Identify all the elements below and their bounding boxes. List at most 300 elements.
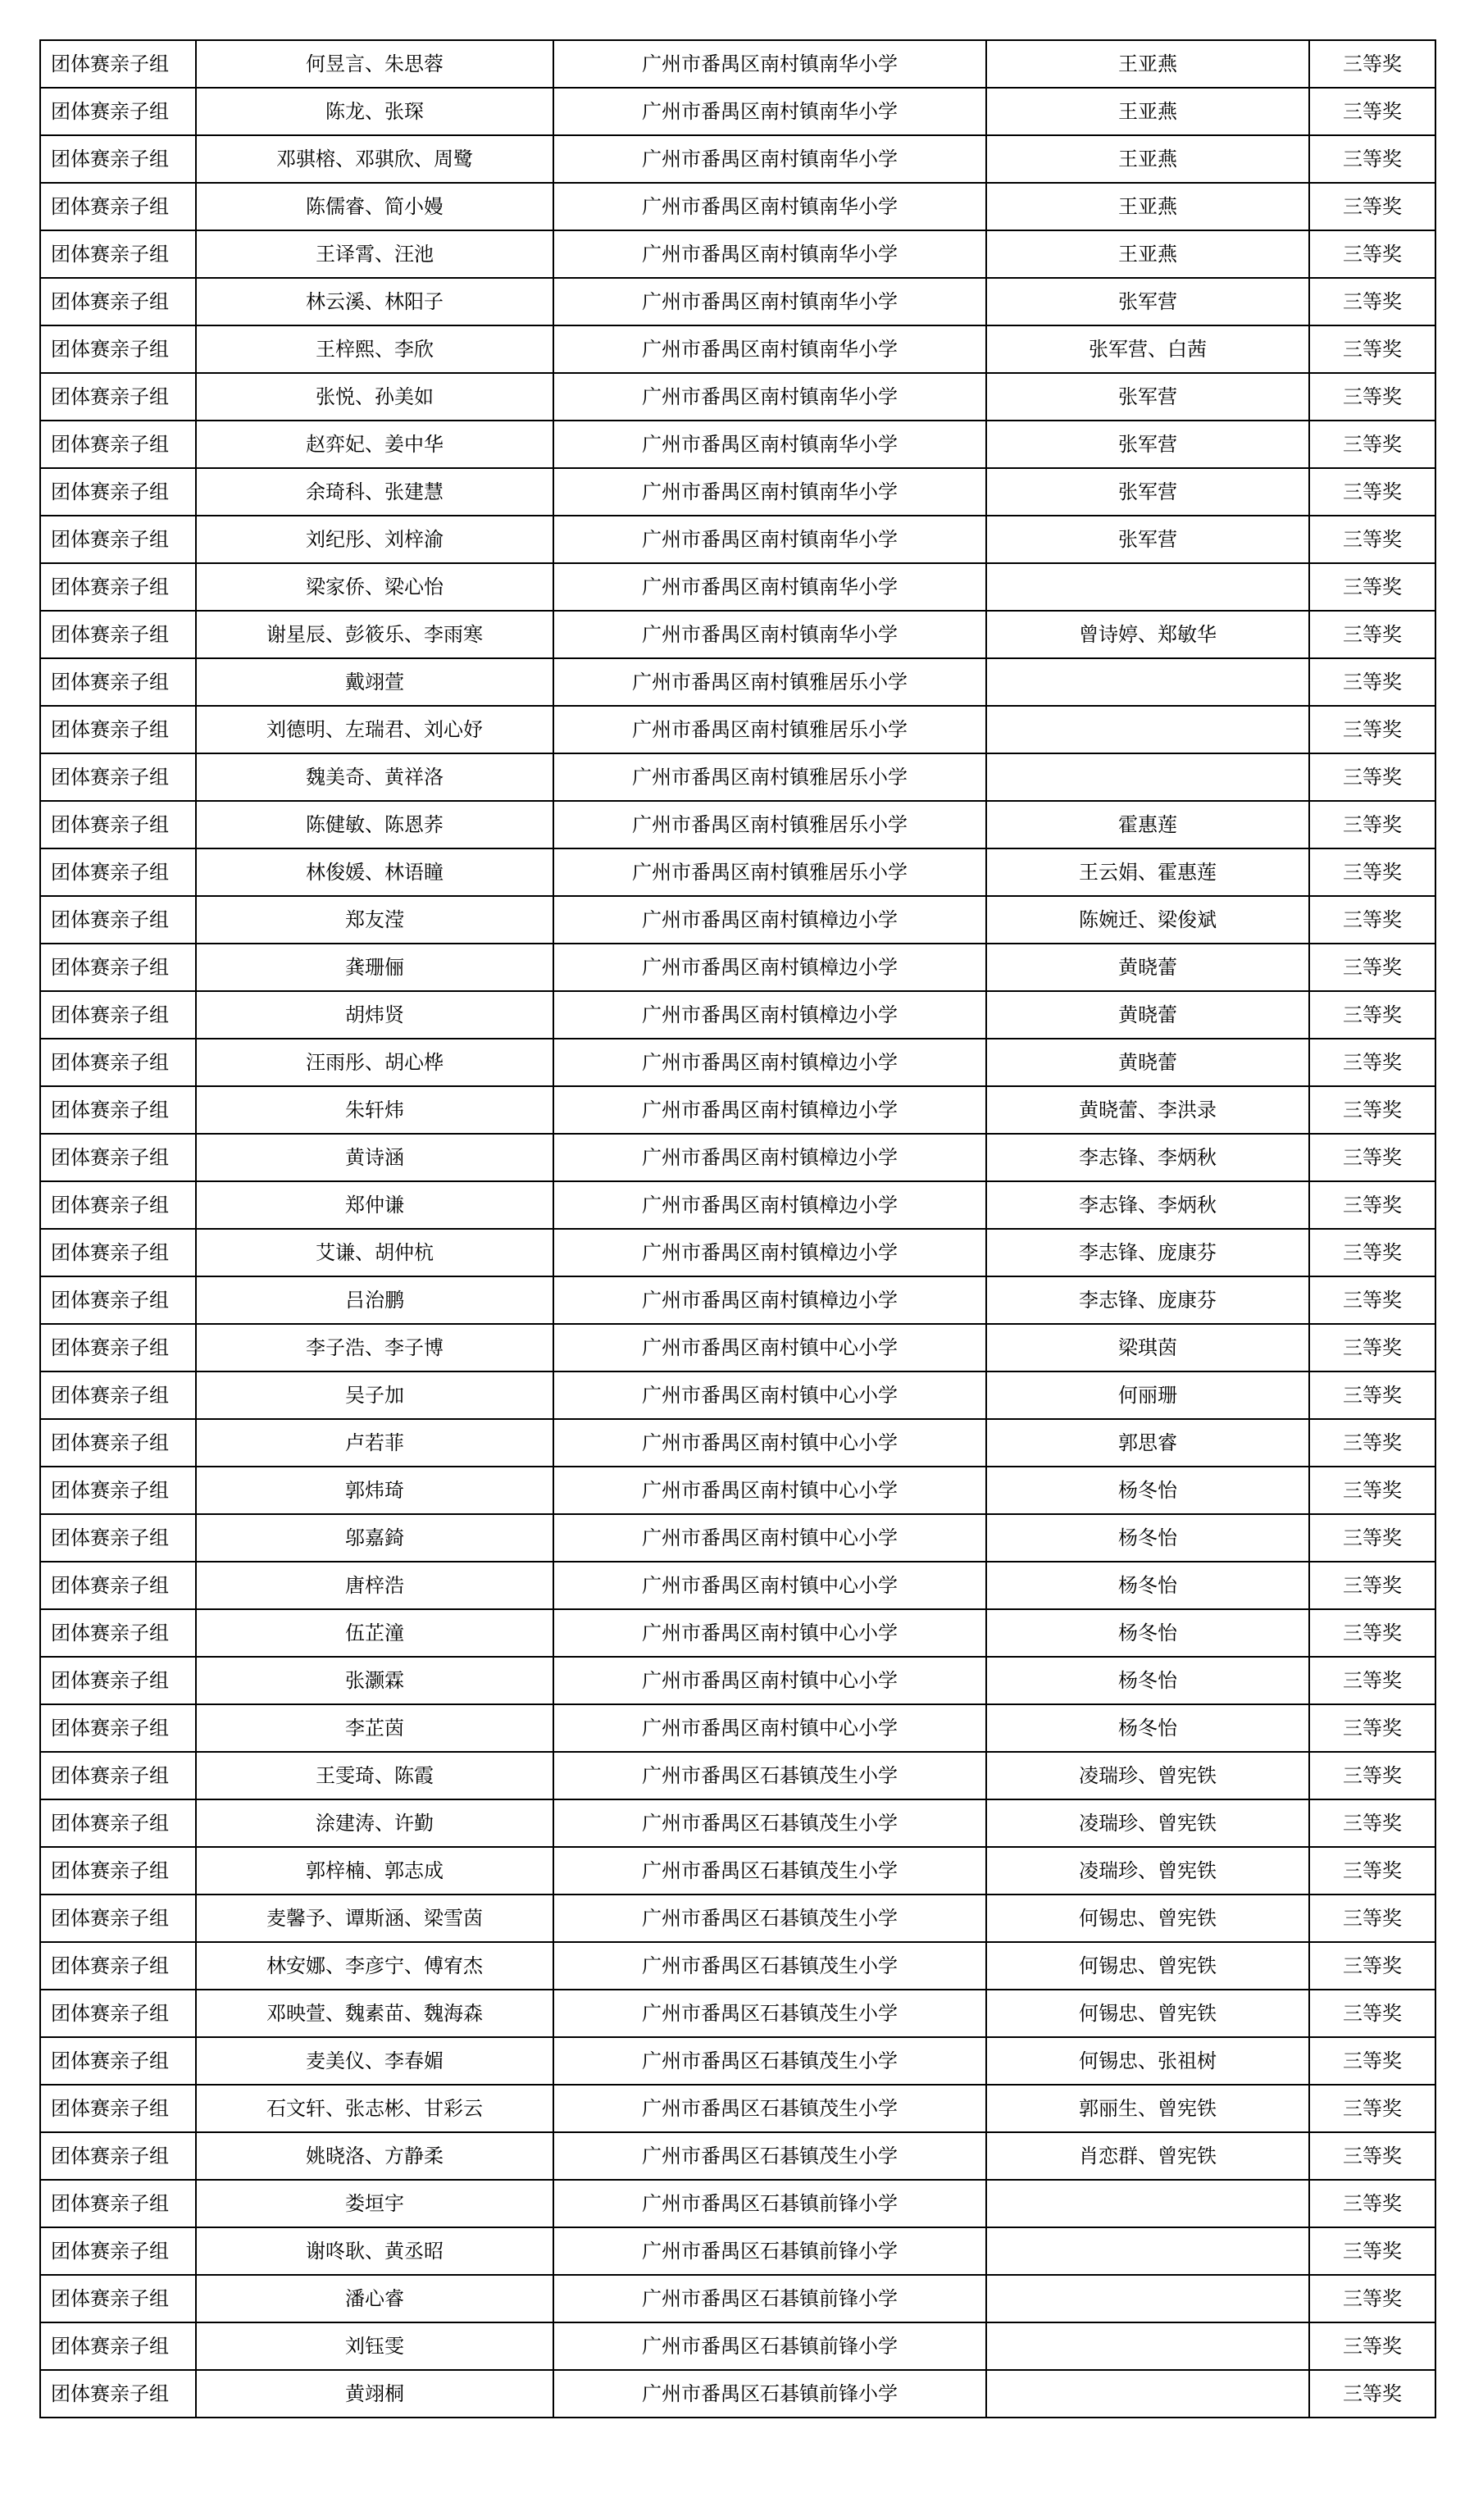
award-cell: 三等奖 xyxy=(1309,1324,1435,1371)
members-cell: 麦馨予、谭斯涵、梁雪茵 xyxy=(196,1895,553,1942)
members-cell: 伍芷潼 xyxy=(196,1609,553,1657)
members-cell: 邓骐榕、邓骐欣、周鹭 xyxy=(196,135,553,183)
award-cell: 三等奖 xyxy=(1309,1229,1435,1276)
members-cell: 胡炜贤 xyxy=(196,991,553,1039)
category-cell: 团体赛亲子组 xyxy=(40,2180,196,2227)
award-cell: 三等奖 xyxy=(1309,1942,1435,1990)
members-cell: 赵弈妃、姜中华 xyxy=(196,421,553,468)
award-cell: 三等奖 xyxy=(1309,1514,1435,1562)
award-cell: 三等奖 xyxy=(1309,2132,1435,2180)
members-cell: 刘纪彤、刘梓渝 xyxy=(196,516,553,563)
school-cell: 广州市番禺区南村镇雅居乐小学 xyxy=(553,753,986,801)
category-cell: 团体赛亲子组 xyxy=(40,706,196,753)
school-cell: 广州市番禺区南村镇中心小学 xyxy=(553,1371,986,1419)
school-cell: 广州市番禺区南村镇南华小学 xyxy=(553,421,986,468)
category-cell: 团体赛亲子组 xyxy=(40,183,196,230)
table-row xyxy=(40,1514,1435,1562)
teacher-cell: 杨冬怡 xyxy=(986,1514,1309,1562)
school-cell: 广州市番禺区南村镇中心小学 xyxy=(553,1467,986,1514)
category-cell: 团体赛亲子组 xyxy=(40,88,196,135)
category-cell: 团体赛亲子组 xyxy=(40,1752,196,1799)
teacher-cell: 肖恋群、曾宪铁 xyxy=(986,2132,1309,2180)
award-cell: 三等奖 xyxy=(1309,848,1435,896)
members-cell: 汪雨彤、胡心桦 xyxy=(196,1039,553,1086)
table-row xyxy=(40,1229,1435,1276)
category-cell: 团体赛亲子组 xyxy=(40,1847,196,1895)
table-row xyxy=(40,325,1435,373)
category-cell: 团体赛亲子组 xyxy=(40,1895,196,1942)
school-cell: 广州市番禺区南村镇中心小学 xyxy=(553,1704,986,1752)
teacher-cell: 张军营、白茜 xyxy=(986,325,1309,373)
teacher-cell: 杨冬怡 xyxy=(986,1657,1309,1704)
award-cell: 三等奖 xyxy=(1309,753,1435,801)
table-row xyxy=(40,468,1435,516)
table-row xyxy=(40,421,1435,468)
award-cell: 三等奖 xyxy=(1309,2227,1435,2275)
school-cell: 广州市番禺区石碁镇茂生小学 xyxy=(553,2132,986,2180)
members-cell: 吕治鹏 xyxy=(196,1276,553,1324)
table-row xyxy=(40,563,1435,611)
table-row xyxy=(40,1609,1435,1657)
table-row xyxy=(40,1419,1435,1467)
category-cell: 团体赛亲子组 xyxy=(40,135,196,183)
teacher-cell: 何锡忠、曾宪铁 xyxy=(986,1895,1309,1942)
school-cell: 广州市番禺区南村镇樟边小学 xyxy=(553,1039,986,1086)
teacher-cell: 何锡忠、张祖树 xyxy=(986,2037,1309,2085)
members-cell: 邓映萱、魏素苗、魏海森 xyxy=(196,1990,553,2037)
table-row xyxy=(40,801,1435,848)
members-cell: 林俊媛、林语瞳 xyxy=(196,848,553,896)
category-cell: 团体赛亲子组 xyxy=(40,40,196,88)
members-cell: 陈健敏、陈恩荞 xyxy=(196,801,553,848)
school-cell: 广州市番禺区南村镇南华小学 xyxy=(553,183,986,230)
teacher-cell: 王亚燕 xyxy=(986,88,1309,135)
award-cell: 三等奖 xyxy=(1309,2275,1435,2322)
school-cell: 广州市番禺区南村镇南华小学 xyxy=(553,40,986,88)
table-row xyxy=(40,896,1435,944)
school-cell: 广州市番禺区石碁镇前锋小学 xyxy=(553,2275,986,2322)
award-cell: 三等奖 xyxy=(1309,88,1435,135)
award-table-body xyxy=(40,40,1435,2418)
teacher-cell: 郭丽生、曾宪铁 xyxy=(986,2085,1309,2132)
members-cell: 邬嘉錡 xyxy=(196,1514,553,1562)
category-cell: 团体赛亲子组 xyxy=(40,2227,196,2275)
award-cell: 三等奖 xyxy=(1309,1419,1435,1467)
table-row xyxy=(40,944,1435,991)
members-cell: 戴翊萱 xyxy=(196,658,553,706)
school-cell: 广州市番禺区石碁镇前锋小学 xyxy=(553,2180,986,2227)
award-cell: 三等奖 xyxy=(1309,1752,1435,1799)
school-cell: 广州市番禺区南村镇南华小学 xyxy=(553,278,986,325)
members-cell: 王译霄、汪池 xyxy=(196,230,553,278)
award-cell: 三等奖 xyxy=(1309,1799,1435,1847)
teacher-cell: 张军营 xyxy=(986,468,1309,516)
teacher-cell: 张军营 xyxy=(986,421,1309,468)
teacher-cell: 张军营 xyxy=(986,516,1309,563)
school-cell: 广州市番禺区南村镇中心小学 xyxy=(553,1324,986,1371)
school-cell: 广州市番禺区南村镇南华小学 xyxy=(553,373,986,421)
school-cell: 广州市番禺区南村镇南华小学 xyxy=(553,516,986,563)
award-cell: 三等奖 xyxy=(1309,944,1435,991)
teacher-cell xyxy=(986,2370,1309,2418)
category-cell: 团体赛亲子组 xyxy=(40,421,196,468)
table-row xyxy=(40,183,1435,230)
school-cell: 广州市番禺区石碁镇茂生小学 xyxy=(553,1895,986,1942)
teacher-cell: 梁琪茵 xyxy=(986,1324,1309,1371)
members-cell: 张灏霖 xyxy=(196,1657,553,1704)
school-cell: 广州市番禺区南村镇樟边小学 xyxy=(553,1181,986,1229)
school-cell: 广州市番禺区石碁镇前锋小学 xyxy=(553,2322,986,2370)
teacher-cell: 李志锋、庞康芬 xyxy=(986,1229,1309,1276)
category-cell: 团体赛亲子组 xyxy=(40,325,196,373)
award-cell: 三等奖 xyxy=(1309,706,1435,753)
table-row xyxy=(40,706,1435,753)
teacher-cell: 凌瑞珍、曾宪铁 xyxy=(986,1752,1309,1799)
table-row xyxy=(40,40,1435,88)
table-row xyxy=(40,278,1435,325)
school-cell: 广州市番禺区石碁镇茂生小学 xyxy=(553,1799,986,1847)
school-cell: 广州市番禺区南村镇南华小学 xyxy=(553,230,986,278)
table-row xyxy=(40,848,1435,896)
school-cell: 广州市番禺区南村镇南华小学 xyxy=(553,468,986,516)
table-row xyxy=(40,2085,1435,2132)
members-cell: 郭梓楠、郭志成 xyxy=(196,1847,553,1895)
category-cell: 团体赛亲子组 xyxy=(40,1467,196,1514)
school-cell: 广州市番禺区石碁镇茂生小学 xyxy=(553,1990,986,2037)
award-cell: 三等奖 xyxy=(1309,1990,1435,2037)
award-cell: 三等奖 xyxy=(1309,801,1435,848)
school-cell: 广州市番禺区南村镇南华小学 xyxy=(553,563,986,611)
school-cell: 广州市番禺区南村镇雅居乐小学 xyxy=(553,801,986,848)
members-cell: 王雯琦、陈霞 xyxy=(196,1752,553,1799)
category-cell: 团体赛亲子组 xyxy=(40,848,196,896)
award-cell: 三等奖 xyxy=(1309,1562,1435,1609)
table-row xyxy=(40,1276,1435,1324)
category-cell: 团体赛亲子组 xyxy=(40,1990,196,2037)
table-row xyxy=(40,1704,1435,1752)
members-cell: 王梓熙、李欣 xyxy=(196,325,553,373)
award-cell: 三等奖 xyxy=(1309,1657,1435,1704)
category-cell: 团体赛亲子组 xyxy=(40,2037,196,2085)
members-cell: 麦美仪、李春媚 xyxy=(196,2037,553,2085)
category-cell: 团体赛亲子组 xyxy=(40,1229,196,1276)
teacher-cell xyxy=(986,753,1309,801)
table-row xyxy=(40,230,1435,278)
table-row xyxy=(40,1562,1435,1609)
table-row xyxy=(40,1799,1435,1847)
teacher-cell: 李志锋、李炳秋 xyxy=(986,1181,1309,1229)
award-cell: 三等奖 xyxy=(1309,468,1435,516)
category-cell: 团体赛亲子组 xyxy=(40,2370,196,2418)
teacher-cell: 郭思睿 xyxy=(986,1419,1309,1467)
award-cell: 三等奖 xyxy=(1309,1134,1435,1181)
table-row xyxy=(40,88,1435,135)
category-cell: 团体赛亲子组 xyxy=(40,1181,196,1229)
table-row xyxy=(40,516,1435,563)
table-row xyxy=(40,611,1435,658)
category-cell: 团体赛亲子组 xyxy=(40,1609,196,1657)
school-cell: 广州市番禺区石碁镇前锋小学 xyxy=(553,2370,986,2418)
award-cell: 三等奖 xyxy=(1309,1467,1435,1514)
members-cell: 石文轩、张志彬、甘彩云 xyxy=(196,2085,553,2132)
award-cell: 三等奖 xyxy=(1309,2037,1435,2085)
award-cell: 三等奖 xyxy=(1309,1609,1435,1657)
teacher-cell: 李志锋、李炳秋 xyxy=(986,1134,1309,1181)
school-cell: 广州市番禺区南村镇樟边小学 xyxy=(553,896,986,944)
award-cell: 三等奖 xyxy=(1309,325,1435,373)
table-row xyxy=(40,1134,1435,1181)
members-cell: 张悦、孙美如 xyxy=(196,373,553,421)
category-cell: 团体赛亲子组 xyxy=(40,1371,196,1419)
members-cell: 潘心睿 xyxy=(196,2275,553,2322)
members-cell: 李子浩、李子博 xyxy=(196,1324,553,1371)
teacher-cell xyxy=(986,706,1309,753)
category-cell: 团体赛亲子组 xyxy=(40,944,196,991)
teacher-cell xyxy=(986,2322,1309,2370)
teacher-cell: 王亚燕 xyxy=(986,230,1309,278)
category-cell: 团体赛亲子组 xyxy=(40,1419,196,1467)
members-cell: 余琦科、张建慧 xyxy=(196,468,553,516)
category-cell: 团体赛亲子组 xyxy=(40,468,196,516)
teacher-cell: 王亚燕 xyxy=(986,135,1309,183)
category-cell: 团体赛亲子组 xyxy=(40,1942,196,1990)
teacher-cell: 王云娟、霍惠莲 xyxy=(986,848,1309,896)
award-cell: 三等奖 xyxy=(1309,1181,1435,1229)
teacher-cell: 王亚燕 xyxy=(986,40,1309,88)
table-row xyxy=(40,135,1435,183)
school-cell: 广州市番禺区南村镇中心小学 xyxy=(553,1657,986,1704)
award-cell: 三等奖 xyxy=(1309,230,1435,278)
teacher-cell: 黄晓蕾 xyxy=(986,1039,1309,1086)
category-cell: 团体赛亲子组 xyxy=(40,2275,196,2322)
award-cell: 三等奖 xyxy=(1309,516,1435,563)
award-cell: 三等奖 xyxy=(1309,183,1435,230)
members-cell: 吴子加 xyxy=(196,1371,553,1419)
table-row xyxy=(40,2370,1435,2418)
teacher-cell: 黄晓蕾、李洪录 xyxy=(986,1086,1309,1134)
school-cell: 广州市番禺区南村镇雅居乐小学 xyxy=(553,706,986,753)
table-row xyxy=(40,753,1435,801)
table-row xyxy=(40,991,1435,1039)
teacher-cell: 何锡忠、曾宪铁 xyxy=(986,1990,1309,2037)
category-cell: 团体赛亲子组 xyxy=(40,516,196,563)
members-cell: 陈龙、张琛 xyxy=(196,88,553,135)
award-cell: 三等奖 xyxy=(1309,2085,1435,2132)
category-cell: 团体赛亲子组 xyxy=(40,278,196,325)
teacher-cell: 何锡忠、曾宪铁 xyxy=(986,1942,1309,1990)
table-row xyxy=(40,1039,1435,1086)
members-cell: 谢星辰、彭筱乐、李雨寒 xyxy=(196,611,553,658)
school-cell: 广州市番禺区南村镇樟边小学 xyxy=(553,1134,986,1181)
award-cell: 三等奖 xyxy=(1309,1847,1435,1895)
table-row xyxy=(40,373,1435,421)
teacher-cell: 凌瑞珍、曾宪铁 xyxy=(986,1799,1309,1847)
award-cell: 三等奖 xyxy=(1309,1895,1435,1942)
members-cell: 黄诗涵 xyxy=(196,1134,553,1181)
teacher-cell: 杨冬怡 xyxy=(986,1704,1309,1752)
teacher-cell: 何丽珊 xyxy=(986,1371,1309,1419)
members-cell: 艾谦、胡仲杭 xyxy=(196,1229,553,1276)
members-cell: 刘钰雯 xyxy=(196,2322,553,2370)
school-cell: 广州市番禺区南村镇樟边小学 xyxy=(553,944,986,991)
teacher-cell xyxy=(986,658,1309,706)
school-cell: 广州市番禺区南村镇樟边小学 xyxy=(553,1086,986,1134)
award-cell: 三等奖 xyxy=(1309,563,1435,611)
members-cell: 郭炜琦 xyxy=(196,1467,553,1514)
category-cell: 团体赛亲子组 xyxy=(40,1657,196,1704)
members-cell: 卢若菲 xyxy=(196,1419,553,1467)
teacher-cell: 李志锋、庞康芬 xyxy=(986,1276,1309,1324)
table-row xyxy=(40,1752,1435,1799)
category-cell: 团体赛亲子组 xyxy=(40,1799,196,1847)
category-cell: 团体赛亲子组 xyxy=(40,1514,196,1562)
award-cell: 三等奖 xyxy=(1309,40,1435,88)
table-row xyxy=(40,1895,1435,1942)
teacher-cell: 黄晓蕾 xyxy=(986,944,1309,991)
category-cell: 团体赛亲子组 xyxy=(40,991,196,1039)
award-cell: 三等奖 xyxy=(1309,1086,1435,1134)
category-cell: 团体赛亲子组 xyxy=(40,1704,196,1752)
table-row xyxy=(40,1467,1435,1514)
teacher-cell xyxy=(986,2227,1309,2275)
award-cell: 三等奖 xyxy=(1309,373,1435,421)
teacher-cell: 霍惠莲 xyxy=(986,801,1309,848)
school-cell: 广州市番禺区南村镇南华小学 xyxy=(553,135,986,183)
members-cell: 黄翊桐 xyxy=(196,2370,553,2418)
teacher-cell: 杨冬怡 xyxy=(986,1609,1309,1657)
teacher-cell: 张军营 xyxy=(986,373,1309,421)
members-cell: 何昱言、朱思蓉 xyxy=(196,40,553,88)
table-row xyxy=(40,2322,1435,2370)
award-cell: 三等奖 xyxy=(1309,1039,1435,1086)
table-row xyxy=(40,2275,1435,2322)
category-cell: 团体赛亲子组 xyxy=(40,1562,196,1609)
award-cell: 三等奖 xyxy=(1309,991,1435,1039)
teacher-cell: 王亚燕 xyxy=(986,183,1309,230)
award-cell: 三等奖 xyxy=(1309,278,1435,325)
category-cell: 团体赛亲子组 xyxy=(40,801,196,848)
school-cell: 广州市番禺区南村镇南华小学 xyxy=(553,611,986,658)
category-cell: 团体赛亲子组 xyxy=(40,563,196,611)
school-cell: 广州市番禺区南村镇中心小学 xyxy=(553,1514,986,1562)
members-cell: 郑友滢 xyxy=(196,896,553,944)
category-cell: 团体赛亲子组 xyxy=(40,753,196,801)
award-cell: 三等奖 xyxy=(1309,1276,1435,1324)
school-cell: 广州市番禺区南村镇樟边小学 xyxy=(553,1276,986,1324)
table-row xyxy=(40,1371,1435,1419)
school-cell: 广州市番禺区南村镇中心小学 xyxy=(553,1609,986,1657)
teacher-cell: 杨冬怡 xyxy=(986,1562,1309,1609)
table-row xyxy=(40,2227,1435,2275)
category-cell: 团体赛亲子组 xyxy=(40,1134,196,1181)
teacher-cell xyxy=(986,2180,1309,2227)
table-row xyxy=(40,2132,1435,2180)
members-cell: 谢咚耿、黄丞昭 xyxy=(196,2227,553,2275)
category-cell: 团体赛亲子组 xyxy=(40,373,196,421)
members-cell: 涂建涛、许勤 xyxy=(196,1799,553,1847)
award-cell: 三等奖 xyxy=(1309,1371,1435,1419)
members-cell: 龚珊俪 xyxy=(196,944,553,991)
category-cell: 团体赛亲子组 xyxy=(40,2085,196,2132)
award-cell: 三等奖 xyxy=(1309,1704,1435,1752)
table-row xyxy=(40,2180,1435,2227)
teacher-cell: 凌瑞珍、曾宪铁 xyxy=(986,1847,1309,1895)
school-cell: 广州市番禺区石碁镇茂生小学 xyxy=(553,1942,986,1990)
members-cell: 林安娜、李彦宁、傅宥杰 xyxy=(196,1942,553,1990)
school-cell: 广州市番禺区石碁镇茂生小学 xyxy=(553,2085,986,2132)
school-cell: 广州市番禺区南村镇南华小学 xyxy=(553,325,986,373)
members-cell: 陈儒睿、简小嫚 xyxy=(196,183,553,230)
award-cell: 三等奖 xyxy=(1309,421,1435,468)
category-cell: 团体赛亲子组 xyxy=(40,2322,196,2370)
table-row xyxy=(40,1847,1435,1895)
members-cell: 唐梓浩 xyxy=(196,1562,553,1609)
members-cell: 刘德明、左瑞君、刘心妤 xyxy=(196,706,553,753)
members-cell: 林云溪、林阳子 xyxy=(196,278,553,325)
school-cell: 广州市番禺区南村镇中心小学 xyxy=(553,1419,986,1467)
category-cell: 团体赛亲子组 xyxy=(40,1039,196,1086)
members-cell: 朱轩炜 xyxy=(196,1086,553,1134)
category-cell: 团体赛亲子组 xyxy=(40,230,196,278)
school-cell: 广州市番禺区石碁镇茂生小学 xyxy=(553,2037,986,2085)
members-cell: 梁家侨、梁心怡 xyxy=(196,563,553,611)
category-cell: 团体赛亲子组 xyxy=(40,2132,196,2180)
category-cell: 团体赛亲子组 xyxy=(40,896,196,944)
table-row xyxy=(40,1990,1435,2037)
members-cell: 郑仲谦 xyxy=(196,1181,553,1229)
award-cell: 三等奖 xyxy=(1309,896,1435,944)
school-cell: 广州市番禺区石碁镇茂生小学 xyxy=(553,1847,986,1895)
table-row xyxy=(40,1942,1435,1990)
table-row xyxy=(40,1324,1435,1371)
teacher-cell: 张军营 xyxy=(986,278,1309,325)
school-cell: 广州市番禺区南村镇南华小学 xyxy=(553,88,986,135)
teacher-cell: 杨冬怡 xyxy=(986,1467,1309,1514)
school-cell: 广州市番禺区南村镇樟边小学 xyxy=(553,1229,986,1276)
school-cell: 广州市番禺区南村镇雅居乐小学 xyxy=(553,848,986,896)
table-row xyxy=(40,658,1435,706)
table-row xyxy=(40,2037,1435,2085)
school-cell: 广州市番禺区南村镇雅居乐小学 xyxy=(553,658,986,706)
table-row xyxy=(40,1181,1435,1229)
teacher-cell: 曾诗婷、郑敏华 xyxy=(986,611,1309,658)
category-cell: 团体赛亲子组 xyxy=(40,1324,196,1371)
members-cell: 娄垣宇 xyxy=(196,2180,553,2227)
category-cell: 团体赛亲子组 xyxy=(40,1276,196,1324)
award-table xyxy=(39,39,1436,2418)
award-cell: 三等奖 xyxy=(1309,2180,1435,2227)
members-cell: 魏美奇、黄祥洛 xyxy=(196,753,553,801)
school-cell: 广州市番禺区南村镇中心小学 xyxy=(553,1562,986,1609)
members-cell: 李芷茵 xyxy=(196,1704,553,1752)
school-cell: 广州市番禺区南村镇樟边小学 xyxy=(553,991,986,1039)
teacher-cell xyxy=(986,2275,1309,2322)
table-row xyxy=(40,1086,1435,1134)
award-cell: 三等奖 xyxy=(1309,135,1435,183)
category-cell: 团体赛亲子组 xyxy=(40,1086,196,1134)
award-cell: 三等奖 xyxy=(1309,2322,1435,2370)
category-cell: 团体赛亲子组 xyxy=(40,611,196,658)
school-cell: 广州市番禺区石碁镇茂生小学 xyxy=(553,1752,986,1799)
teacher-cell: 陈婉迁、梁俊斌 xyxy=(986,896,1309,944)
award-cell: 三等奖 xyxy=(1309,2370,1435,2418)
category-cell: 团体赛亲子组 xyxy=(40,658,196,706)
teacher-cell xyxy=(986,563,1309,611)
members-cell: 姚晓洛、方静柔 xyxy=(196,2132,553,2180)
table-row xyxy=(40,1657,1435,1704)
award-cell: 三等奖 xyxy=(1309,611,1435,658)
school-cell: 广州市番禺区石碁镇前锋小学 xyxy=(553,2227,986,2275)
